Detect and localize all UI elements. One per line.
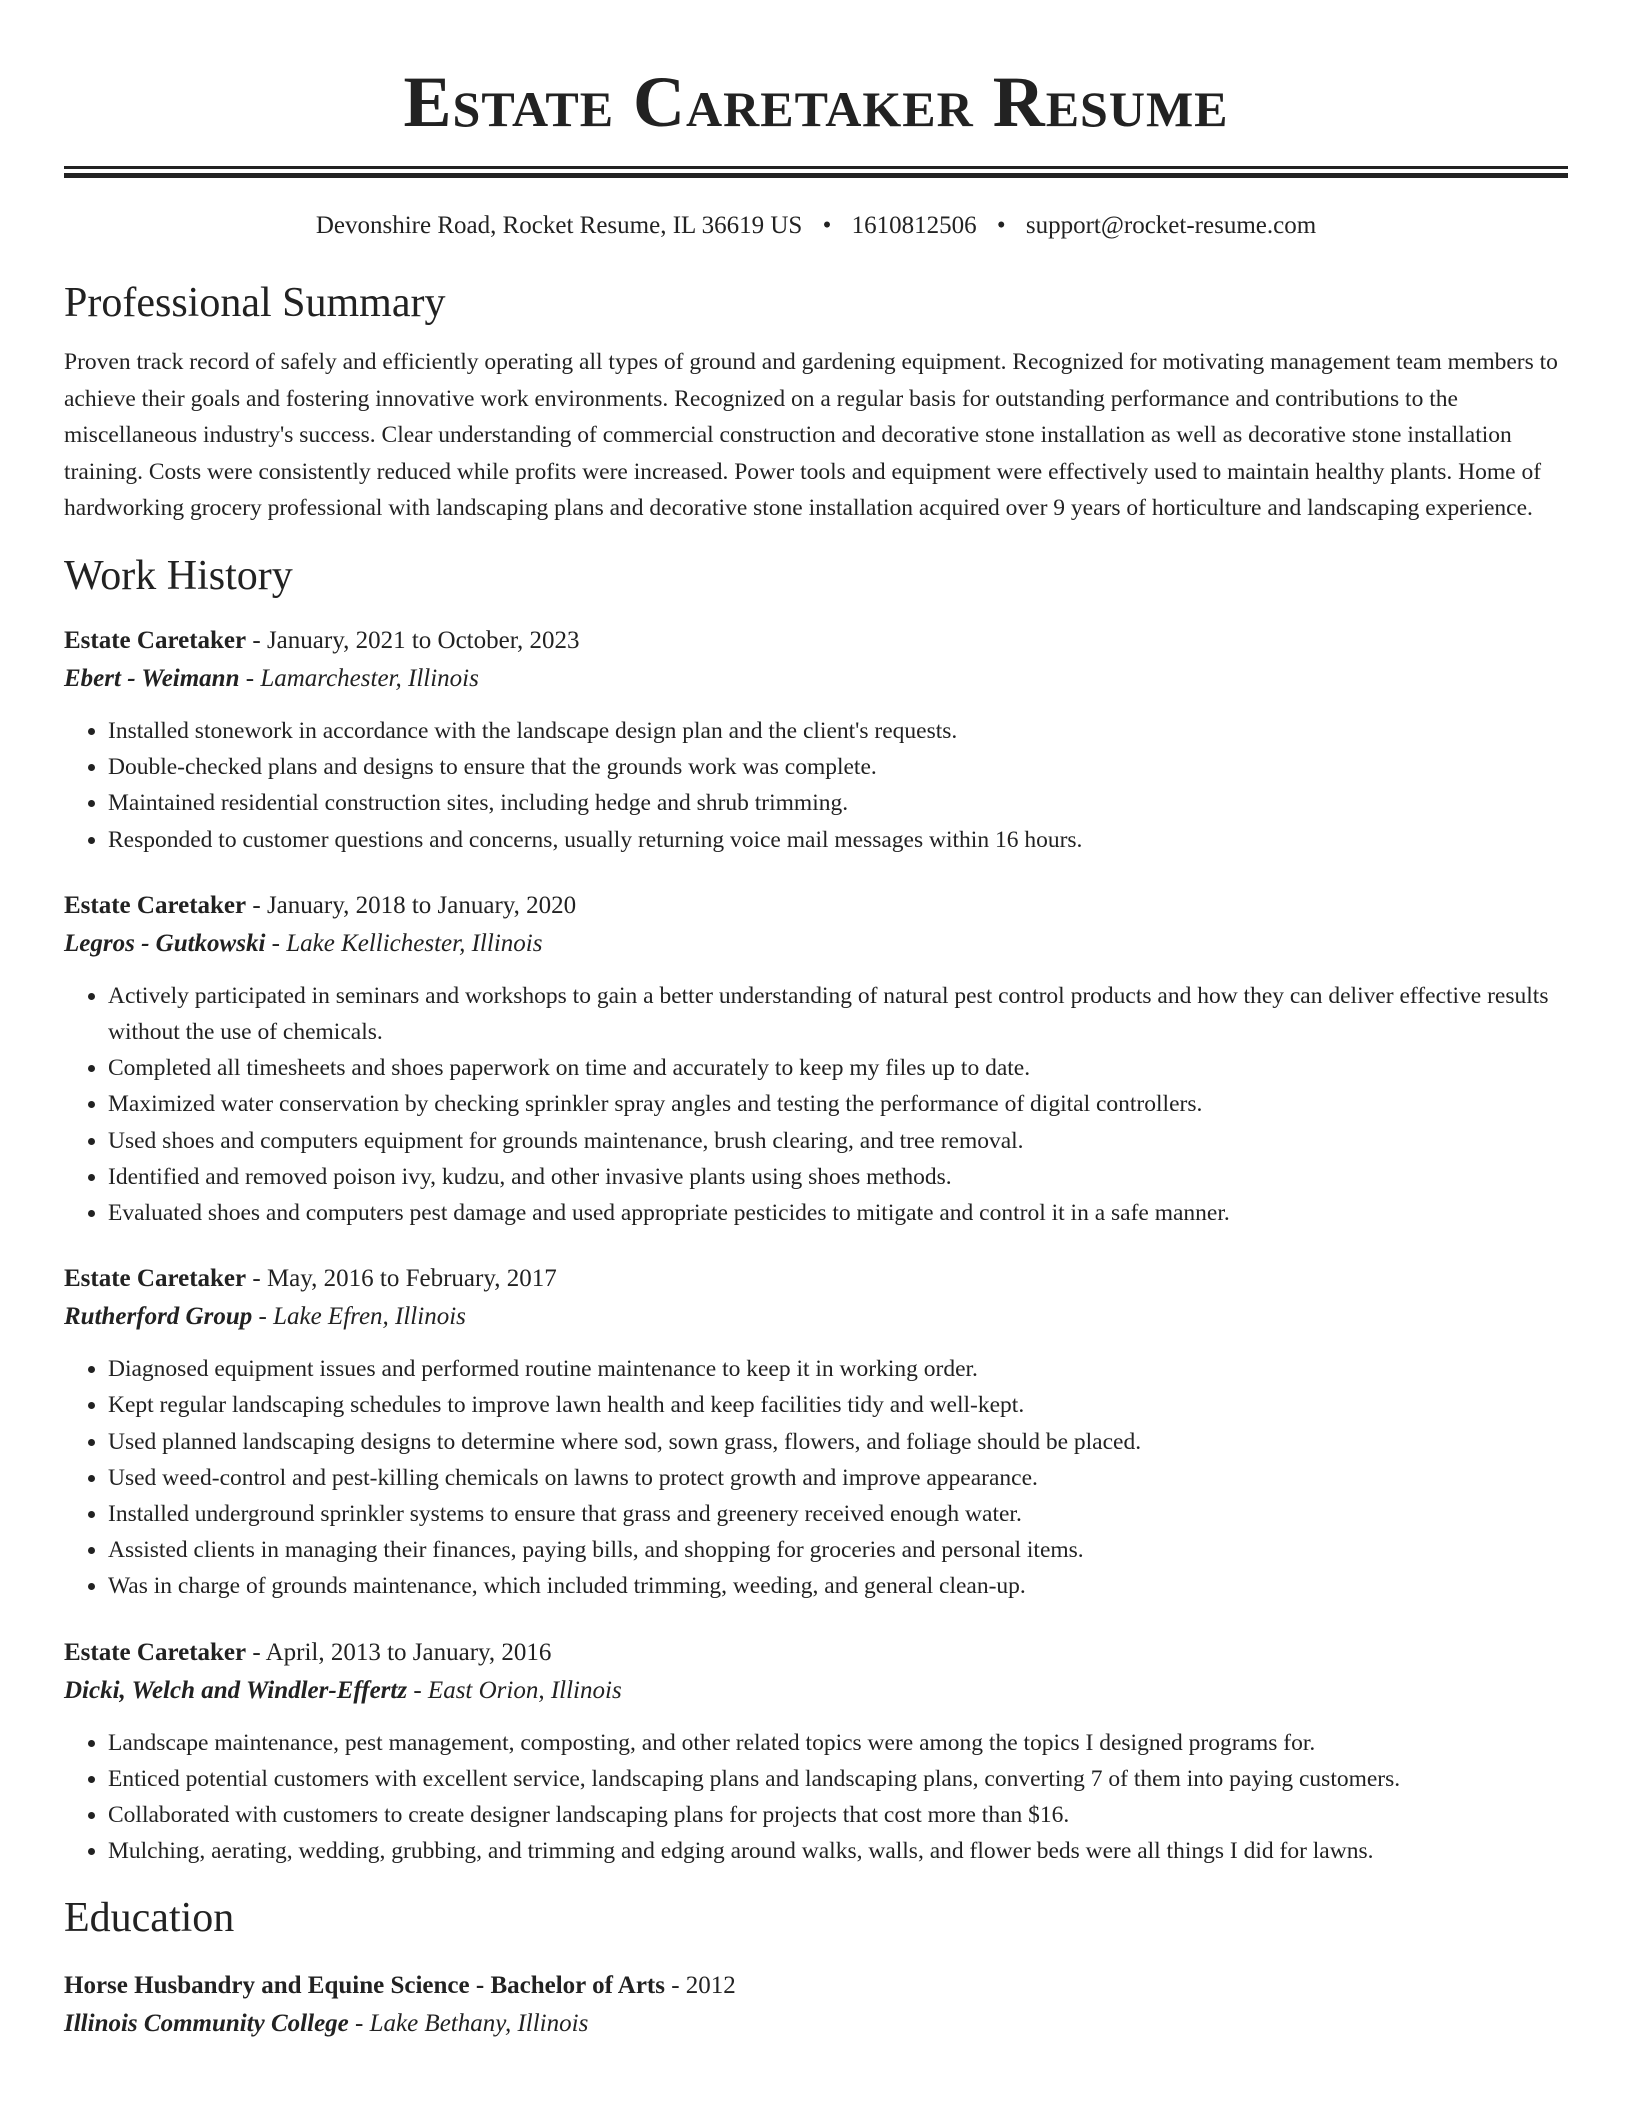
job-bullet: • Double-checked plans and designs to ensure that the grounds work was complete. <box>108 749 1568 785</box>
job-dates: - January, 2021 to October, 2023 <box>246 626 580 654</box>
job-bullet: • Responded to customer questions and concerns, usually returning voice mail messages within 16 hours. <box>108 822 1568 858</box>
job-header <box>64 622 1568 660</box>
job-bullet: • Kept regular landscaping schedules to improve lawn health and keep facilities tidy and well-kept. <box>108 1387 1568 1423</box>
job-company: Dicki, Welch and Windler-Effertz <box>64 1676 408 1704</box>
job-location: - Lake Efren, Illinois <box>252 1303 466 1331</box>
education-degree: Horse Husbandry and Equine Science - Bachelor of Arts <box>64 1972 665 2000</box>
job-bullet: • Used shoes and computers equipment for grounds maintenance, brush clearing, and tree removal. <box>108 1123 1568 1159</box>
contact-separator: • <box>996 212 1006 239</box>
job-bullet: • Diagnosed equipment issues and performed routine maintenance to keep it in working order. <box>108 1351 1568 1387</box>
job-bullet: • Landscape maintenance, pest management, composting, and other related topics were among the topics I designed programs for. <box>108 1725 1568 1761</box>
education-entry <box>64 1967 1568 2043</box>
contact-separator: • <box>822 212 832 239</box>
job-bullet: • Enticed potential customers with excellent service, landscaping plans and landscaping plans, converting 7 of them into paying customers. <box>108 1761 1568 1797</box>
job-bullet: • Evaluated shoes and computers pest damage and used appropriate pesticides to mitigate and control it in a safe manner. <box>108 1195 1568 1231</box>
contact-email: support@rocket-resume.com <box>1025 212 1317 239</box>
job-company-line <box>64 1298 1568 1336</box>
job-bullet: • Maintained residential construction sites, including hedge and shrub trimming. <box>108 785 1568 821</box>
job-bullet: • Was in charge of grounds maintenance, which included trimming, weeding, and general clean-up. <box>108 1568 1568 1604</box>
job-bullet: • Mulching, aerating, wedding, grubbing, and trimming and edging around walks, walls, and flower beds were all things I did for lawns. <box>108 1833 1568 1869</box>
job-entry <box>64 887 1568 1231</box>
job-bullets <box>64 713 1568 858</box>
education-year: - 2012 <box>664 1972 736 2000</box>
job-company: Ebert - Weimann <box>64 664 240 692</box>
job-company: Legros - Gutkowski <box>64 929 266 957</box>
job-dates: - January, 2018 to January, 2020 <box>246 891 577 919</box>
job-title: Estate Caretaker <box>64 1638 247 1666</box>
job-location: - Lake Kellichester, Illinois <box>265 929 543 957</box>
resume-title: Estate Caretaker Resume <box>403 62 1229 142</box>
job-header <box>64 1260 1568 1298</box>
job-bullet: • Completed all timesheets and shoes paperwork on time and accurately to keep my files up to date. <box>108 1050 1568 1086</box>
job-bullets <box>64 1725 1568 1870</box>
job-dates: - April, 2013 to January, 2016 <box>246 1638 552 1666</box>
education-school-line <box>64 2005 1568 2043</box>
job-bullet: • Assisted clients in managing their finances, paying bills, and shopping for groceries and personal items. <box>108 1532 1568 1568</box>
contact-phone: 1610812506 <box>851 212 977 239</box>
title-divider <box>64 166 1568 178</box>
job-bullet: • Used weed-control and pest-killing chemicals on lawns to protect growth and improve appearance. <box>108 1460 1568 1496</box>
job-bullet: • Identified and removed poison ivy, kudzu, and other invasive plants using shoes methods. <box>108 1159 1568 1195</box>
job-company-line <box>64 660 1568 698</box>
job-bullet: • Installed underground sprinkler systems to ensure that grass and greenery received enough water. <box>108 1496 1568 1532</box>
job-bullet: • Actively participated in seminars and workshops to gain a better understanding of natural pest control products and how they can deliver effective results without the use of chemicals. <box>108 978 1568 1050</box>
job-bullets <box>64 1351 1568 1604</box>
job-location: - Lamarchester, Illinois <box>239 664 479 692</box>
education-school: Illinois Community College <box>64 2010 349 2038</box>
job-company-line <box>64 1672 1568 1710</box>
work-history-heading: Work History <box>64 552 293 599</box>
education-header <box>64 1967 1568 2005</box>
job-header <box>64 887 1568 925</box>
summary-text: Proven track record of safely and efficiently operating all types of ground and gardening equipment. Recognized for motivating management team members to achieve their goals and fostering innovative work environments. Recognized on a regular basis for outstanding performance and contributions to the miscellaneous industry's success. Clear understanding of commercial construction and decorative stone installation as well as decorative stone installation training. Costs were consistently reduced while profits were increased. Power tools and equipment were effectively used to maintain healthy plants. Home of hardworking grocery professional with landscaping plans and decorative stone installation acquired over 9 years of horticulture and landscaping experience. <box>64 349 1558 522</box>
job-entry <box>64 1634 1568 1870</box>
job-company-line <box>64 925 1568 963</box>
job-header <box>64 1634 1568 1672</box>
job-entry <box>64 1260 1568 1604</box>
job-location: - East Orion, Illinois <box>407 1676 622 1704</box>
job-bullet: • Maximized water conservation by checking sprinkler spray angles and testing the performance of digital controllers. <box>108 1086 1568 1122</box>
job-title: Estate Caretaker <box>64 626 247 654</box>
job-title: Estate Caretaker <box>64 891 247 919</box>
job-title: Estate Caretaker <box>64 1265 247 1293</box>
job-bullet: • Used planned landscaping designs to determine where sod, sown grass, flowers, and foliage should be placed. <box>108 1424 1568 1460</box>
contact-address: Devonshire Road, Rocket Resume, IL 36619 US <box>315 212 803 239</box>
job-entry <box>64 622 1568 858</box>
job-company: Rutherford Group <box>64 1303 253 1331</box>
summary-heading: Professional Summary <box>64 280 446 326</box>
education-location: - Lake Bethany, Illinois <box>348 2010 589 2038</box>
job-bullets <box>64 978 1568 1231</box>
contact-line <box>64 211 1568 241</box>
job-bullet: • Installed stonework in accordance with the landscape design plan and the client's requests. <box>108 713 1568 749</box>
education-heading: Education <box>64 1895 235 1942</box>
job-dates: - May, 2016 to February, 2017 <box>246 1265 557 1293</box>
job-bullet: • Collaborated with customers to create designer landscaping plans for projects that cost more than $16. <box>108 1797 1568 1833</box>
